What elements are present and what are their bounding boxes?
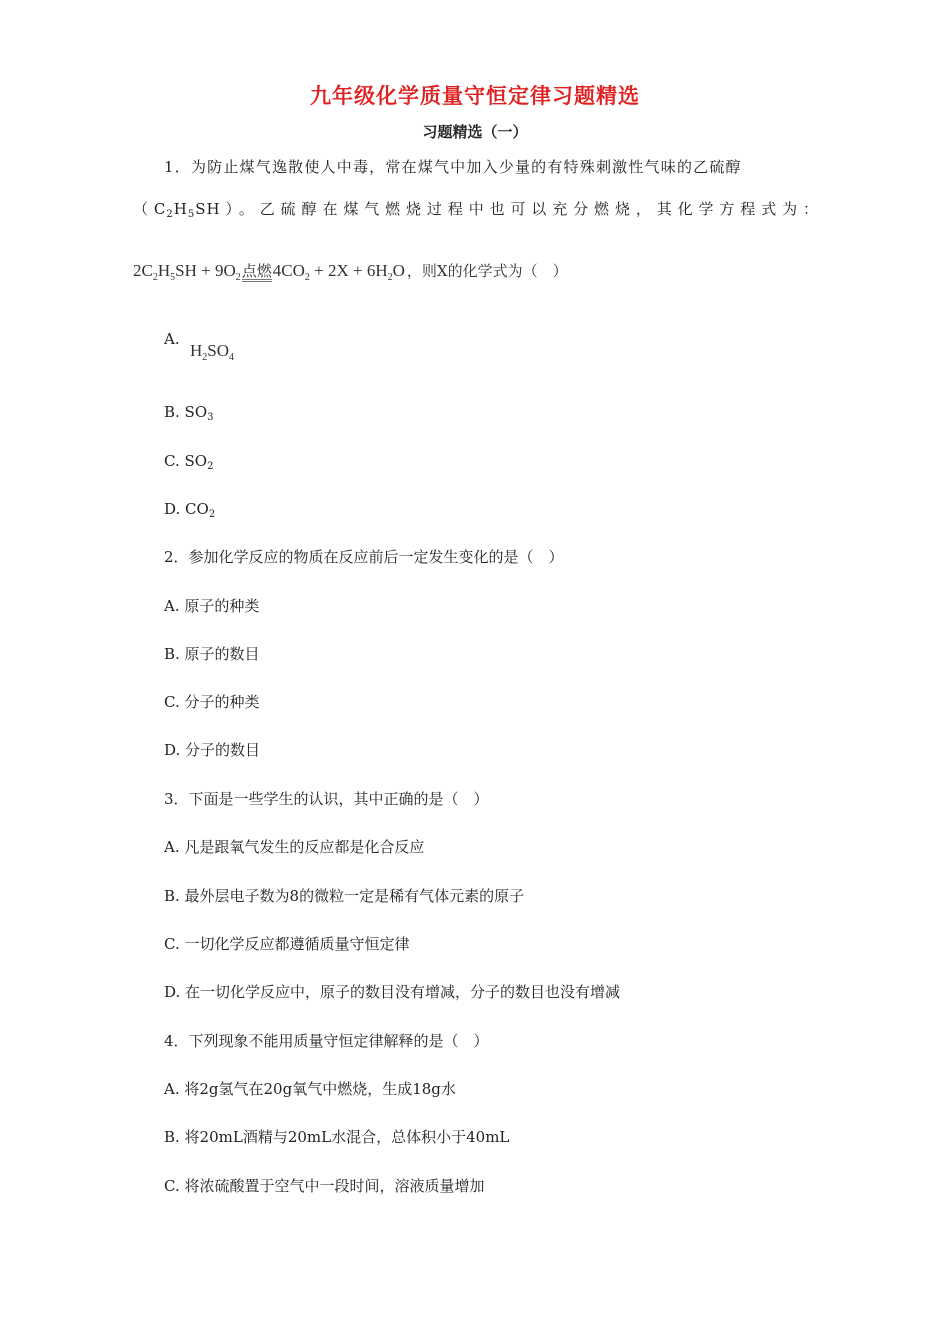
question-1-ask: ，则X的化学式为（ ） (406, 262, 568, 280)
question-1-stem-line-2: $(C_2H_5SH)$。乙硫醇在煤气燃烧过程中也可以充分燃烧，其化学方程式为： (133, 200, 819, 220)
question-3-stem: 3．下面是一些学生的认识，其中正确的是（ ） (164, 790, 489, 808)
chemical-equation: $2C_2H_5SH + 9O_2$点燃$4CO_2 + 2X + 6H_2O$ ，则X的化学式为（ ） (133, 261, 568, 283)
question-1-option-b: B. $SO_3$ (164, 403, 214, 423)
question-3-option-a: A. 凡是跟氧气发生的反应都是化合反应 (164, 838, 425, 856)
section-subtitle: 习题精选（一） (422, 123, 528, 141)
reaction-condition: 点燃 (241, 262, 272, 280)
question-4-stem: 4．下列现象不能用质量守恒定律解释的是（ ） (164, 1032, 489, 1050)
question-4-option-c: C. 将浓硫酸置于空气中一段时间，溶液质量增加 (164, 1177, 485, 1195)
document-title: 九年级化学质量守恒定律习题精选 (310, 84, 640, 108)
question-1-option-a-label: A. (164, 330, 180, 348)
question-1-option-d: D. $CO_2$ (164, 500, 216, 520)
ethanethiol-formula: $C_2H_5SH$ (153, 200, 221, 220)
question-1-stem-line-1: 1．为防止煤气逸散使人中毒，常在煤气中加入少量的有特殊刺激性气味的乙硫醇 (164, 158, 742, 176)
question-4-option-b: B. 将20mL酒精与20mL水混合，总体积小于40mL (164, 1128, 510, 1146)
question-3-option-d: D. 在一切化学反应中，原子的数目没有增减，分子的数目也没有增减 (164, 983, 621, 1001)
question-4-option-a: A. 将2g氢气在20g氧气中燃烧，生成18g水 (164, 1080, 456, 1098)
question-2-option-d: D. 分子的数目 (164, 741, 261, 759)
question-1-option-c: C. $SO_2$ (164, 452, 214, 472)
question-3-option-b: B. 最外层电子数为8的微粒一定是稀有气体元素的原子 (164, 887, 525, 905)
question-3-option-c: C. 一切化学反应都遵循质量守恒定律 (164, 935, 410, 953)
question-2-option-a: A. 原子的种类 (164, 597, 260, 615)
question-2-stem: 2．参加化学反应的物质在反应前后一定发生变化的是（ ） (164, 548, 564, 566)
question-2-option-c: C. 分子的种类 (164, 693, 260, 711)
question-2-option-b: B. 原子的数目 (164, 645, 260, 663)
question-1-option-a-formula: $H_2SO_4$ (190, 341, 235, 363)
